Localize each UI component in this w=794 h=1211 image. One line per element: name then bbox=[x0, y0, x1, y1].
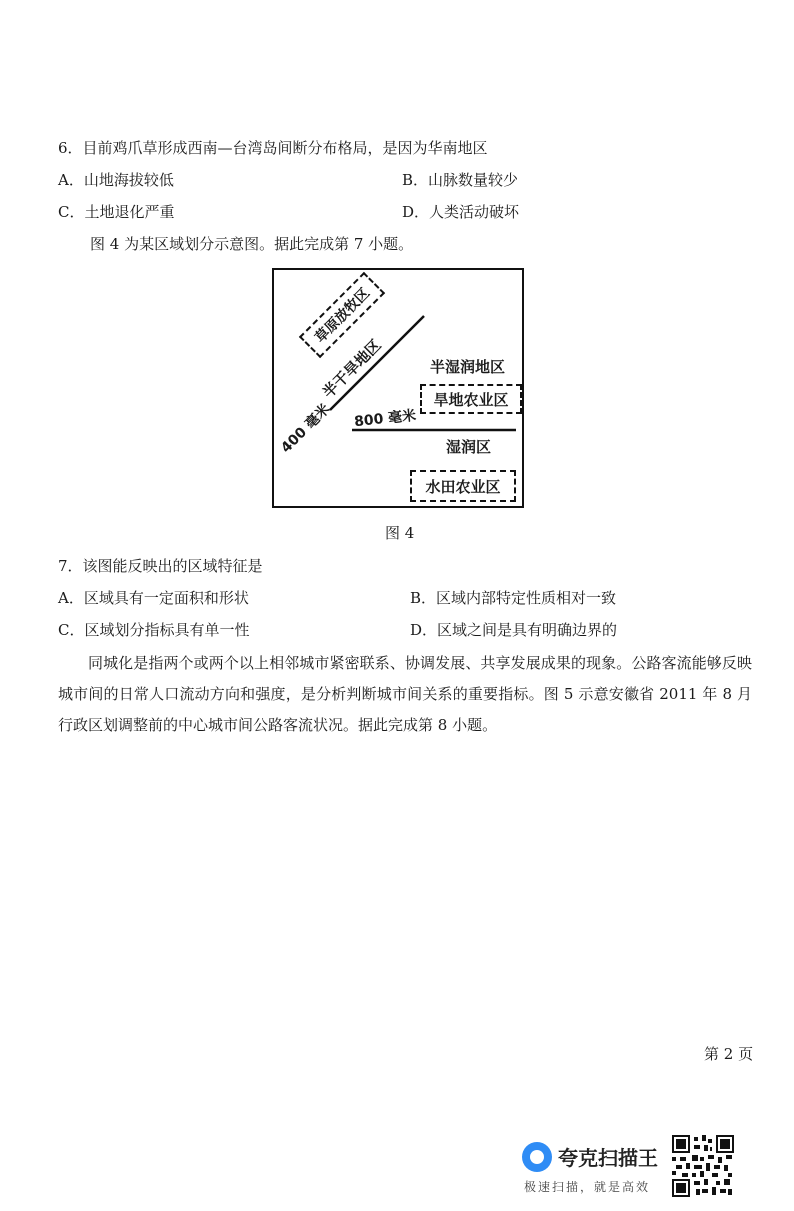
question-6-stem: 6．目前鸡爪草形成西南—台湾岛间断分布格局，是因为华南地区 bbox=[58, 139, 488, 157]
dry-farming-zone: 旱地农业区 bbox=[420, 384, 522, 414]
brand-slogan: 极速扫描，就是高效 bbox=[524, 1180, 651, 1194]
question-6-option-a: A．山地海拔较低 bbox=[58, 171, 174, 189]
question-7-option-c: C．区域划分指标具有单一性 bbox=[58, 621, 250, 639]
quark-logo-icon bbox=[522, 1142, 552, 1172]
humid-label: 湿润区 bbox=[446, 438, 492, 456]
question-6-option-c: C．土地退化严重 bbox=[58, 203, 175, 221]
question-6-option-b: B．山脉数量较少 bbox=[402, 171, 519, 189]
figure-4-diagram bbox=[272, 268, 524, 508]
semiarid-label: 半干旱地区 bbox=[318, 335, 385, 402]
question-7-option-d: D．区域之间是具有明确边界的 bbox=[410, 621, 618, 639]
question-7-option-a: A．区域具有一定面积和形状 bbox=[58, 589, 249, 607]
brand-name: 夸克扫描王 bbox=[558, 1146, 658, 1170]
line-400mm-label: 400 毫米 bbox=[278, 401, 334, 457]
semihumid-label: 半湿润地区 bbox=[430, 358, 506, 376]
question-6-option-d: D．人类活动破坏 bbox=[402, 203, 520, 221]
grassland-grazing-zone: 草原放牧区 bbox=[299, 272, 385, 358]
figure-4-intro: 图 4 为某区域划分示意图。据此完成第 7 小题。 bbox=[90, 235, 414, 253]
question-8-passage: 同城化是指两个或两个以上相邻城市紧密联系、协调发展、共享发展成果的现象。公路客流能够反映城市间的日常人口流动方向和强度，是分析判断城市间关系的重要指标。图 5 示意安徽省 2011 年 8 月行政区划调整前的中心城市间公路客流状况。据此完成第 8 小题。 bbox=[58, 654, 752, 734]
figure-4-caption: 图 4 bbox=[385, 524, 415, 542]
question-7-stem: 7．该图能反映出的区域特征是 bbox=[58, 557, 263, 575]
paddy-farming-zone: 水田农业区 bbox=[410, 470, 516, 502]
qr-code-icon bbox=[672, 1135, 734, 1197]
line-800mm-label: 800 毫米 bbox=[353, 407, 417, 431]
question-7-option-b: B．区域内部特定性质相对一致 bbox=[410, 589, 617, 607]
scanner-watermark bbox=[522, 1140, 662, 1196]
page-number: 第 2 页 bbox=[704, 1045, 754, 1063]
